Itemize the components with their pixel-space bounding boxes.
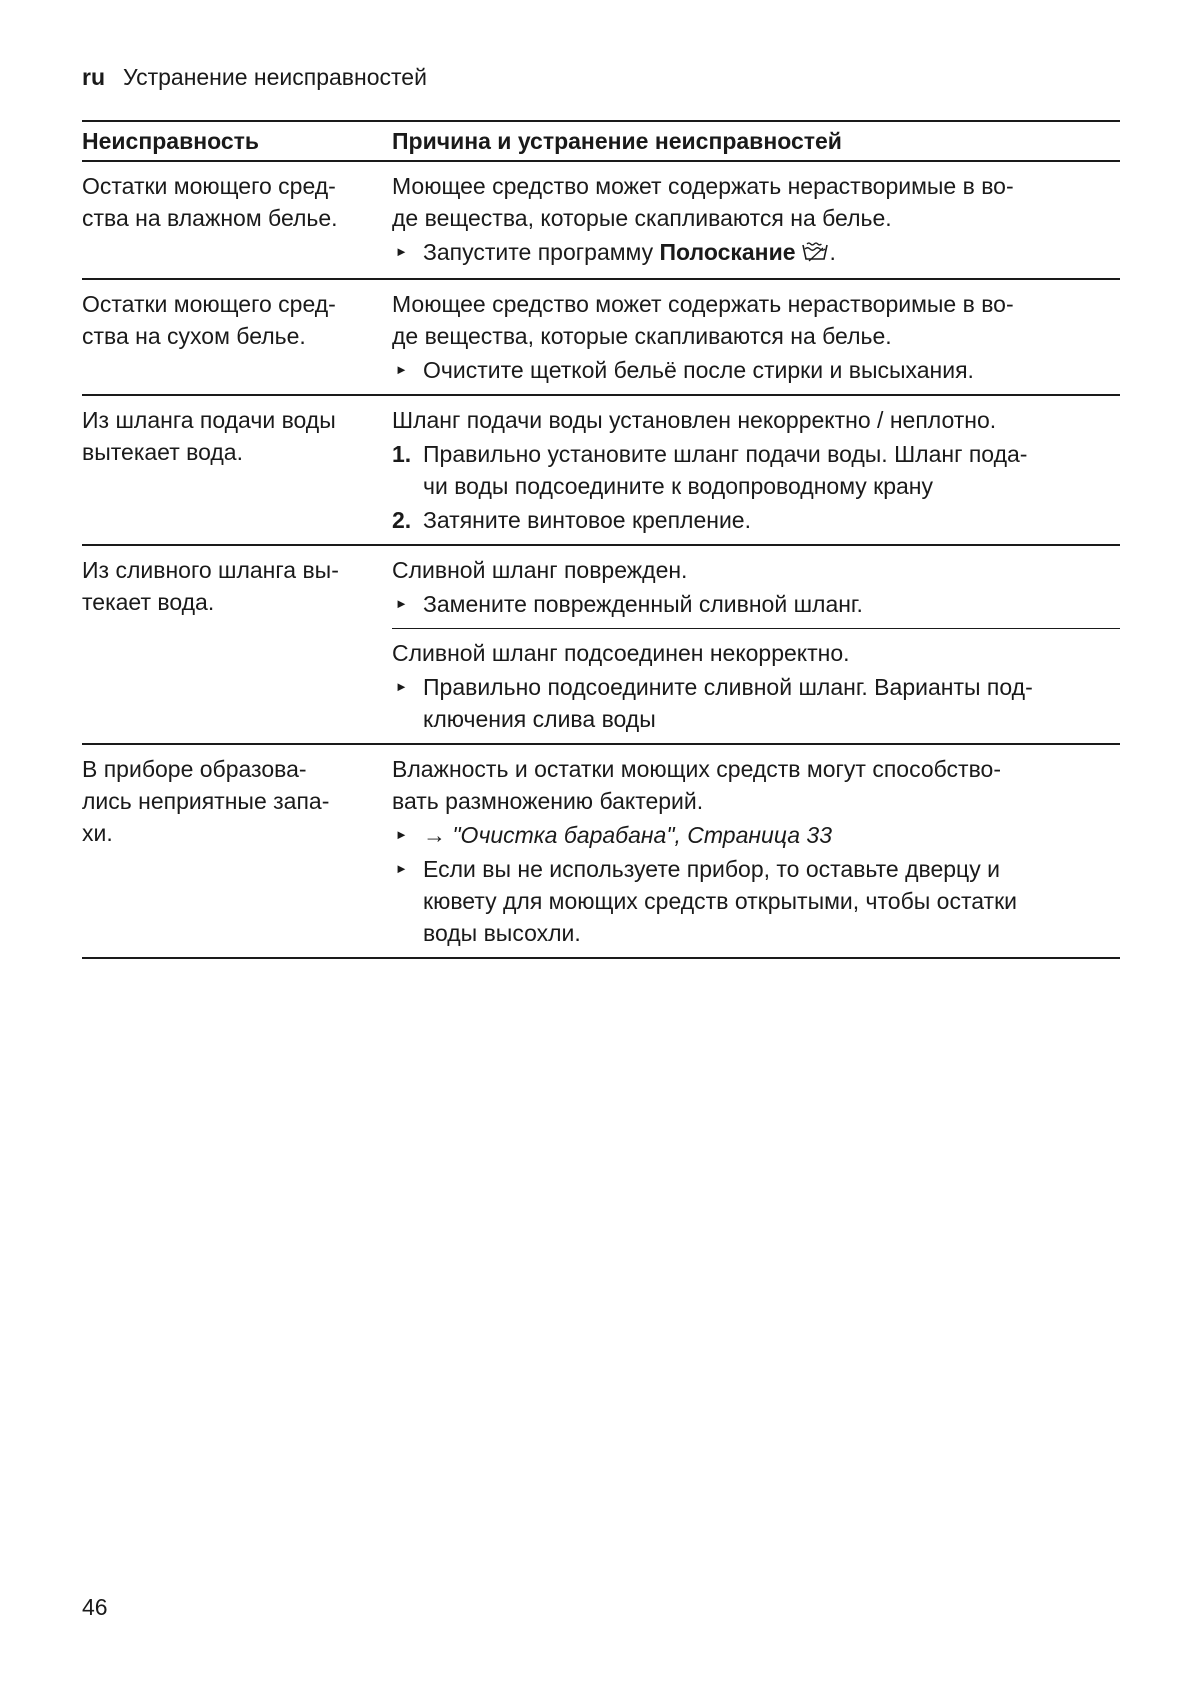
action-bullet [392, 671, 1120, 735]
cause-line: Моющее средство может содержать нерастворимые в во- [392, 173, 1014, 199]
bullet-triangle-icon: ► [395, 826, 408, 842]
cause-block [392, 546, 1120, 628]
problem-line: ства на сухом белье. [82, 322, 306, 349]
action-line: кювету для моющих средств открытыми, чтобы остатки [423, 887, 1017, 914]
problem-cell [82, 745, 392, 957]
action-bullet [392, 354, 1120, 386]
language-code: ru [82, 64, 105, 90]
cause-line: Шланг подачи воды установлен некорректно / неплотно. [392, 406, 997, 433]
problem-cell [82, 546, 392, 743]
cause-cell [392, 396, 1120, 544]
problem-line: Из сливного шланга вы- [82, 556, 339, 583]
step-number: 1. [392, 440, 412, 467]
table-row [82, 162, 1120, 280]
arrow-icon: → [423, 821, 446, 848]
action-bullet [392, 819, 1120, 851]
cause-block [392, 162, 1120, 278]
numbered-step [392, 504, 1120, 536]
action-text: Замените поврежденный сливной шланг. [423, 590, 863, 617]
cross-reference-link[interactable]: "Очистка барабана", Страница 33 [452, 821, 832, 848]
problem-line: вытекает вода. [82, 438, 243, 465]
program-name: Полоскание [659, 239, 796, 265]
problem-line: В приборе образова- [82, 755, 307, 782]
numbered-step [392, 438, 1120, 502]
cause-line: Сливной шланг подсоединен некорректно. [392, 639, 850, 666]
step-number: 2. [392, 506, 412, 533]
cause-line: Сливной шланг поврежден. [392, 556, 688, 583]
problem-line: ства на влажном белье. [82, 205, 338, 231]
column-header-cause: Причина и устранение неисправностей [392, 127, 842, 154]
problem-line: хи. [82, 819, 113, 846]
action-line: Если вы не используете прибор, то оставьте дверцу и [423, 855, 1000, 882]
table-row [82, 546, 1120, 745]
cause-cell [392, 280, 1120, 394]
action-suffix: . [829, 239, 836, 265]
cause-block [392, 396, 1120, 544]
bullet-triangle-icon: ► [395, 860, 408, 876]
problem-line: Остатки моющего сред- [82, 290, 336, 317]
problem-line: Остатки моющего сред- [82, 173, 336, 199]
cause-cell [392, 162, 1120, 278]
cause-line: де вещества, которые скапливаются на белье. [392, 205, 892, 231]
step-line: Затяните винтовое крепление. [423, 506, 751, 533]
action-text: Очистите щеткой бельё после стирки и высыхания. [423, 356, 974, 383]
cause-line: Моющее средство может содержать нерастворимые в во- [392, 290, 1014, 317]
action-line: ключения слива воды [423, 705, 656, 732]
cause-cell [392, 745, 1120, 957]
page-header [82, 62, 427, 92]
action-bullet [392, 236, 1120, 270]
action-text: Запустите программу [423, 239, 660, 265]
cause-line: вать размножению бактерий. [392, 787, 704, 814]
table-row [82, 280, 1120, 396]
troubleshooting-table [82, 120, 1120, 959]
cause-cell [392, 546, 1120, 743]
bullet-triangle-icon: ► [395, 244, 408, 259]
bullet-triangle-icon: ► [395, 678, 408, 694]
cause-block [392, 628, 1120, 743]
cause-block [392, 745, 1120, 957]
action-bullet [392, 853, 1120, 949]
cause-line: Влажность и остатки моющих средств могут способство- [392, 755, 1001, 782]
section-title: Устранение неисправностей [123, 64, 427, 90]
problem-cell [82, 280, 392, 394]
step-line: чи воды подсоедините к водопроводному крану [423, 472, 933, 499]
problem-line: лись неприятные запа- [82, 787, 330, 814]
table-row [82, 396, 1120, 546]
action-bullet [392, 588, 1120, 620]
step-line: Правильно установите шланг подачи воды. Шланг пода- [423, 440, 1028, 467]
cause-block [392, 280, 1120, 394]
action-line: Правильно подсоедините сливной шланг. Варианты под- [423, 673, 1033, 700]
cause-line: де вещества, которые скапливаются на белье. [392, 322, 892, 349]
page-number: 46 [82, 1594, 108, 1620]
problem-line: текает вода. [82, 588, 215, 615]
column-header-problem: Неисправность [82, 127, 260, 154]
problem-cell [82, 162, 392, 278]
bullet-triangle-icon: ► [395, 361, 408, 377]
table-header-row [82, 122, 1120, 162]
action-line: воды высохли. [423, 919, 581, 946]
rinse-icon [800, 238, 830, 270]
bullet-triangle-icon: ► [395, 595, 408, 611]
table-row [82, 745, 1120, 959]
problem-line: Из шланга подачи воды [82, 406, 336, 433]
problem-cell [82, 396, 392, 544]
